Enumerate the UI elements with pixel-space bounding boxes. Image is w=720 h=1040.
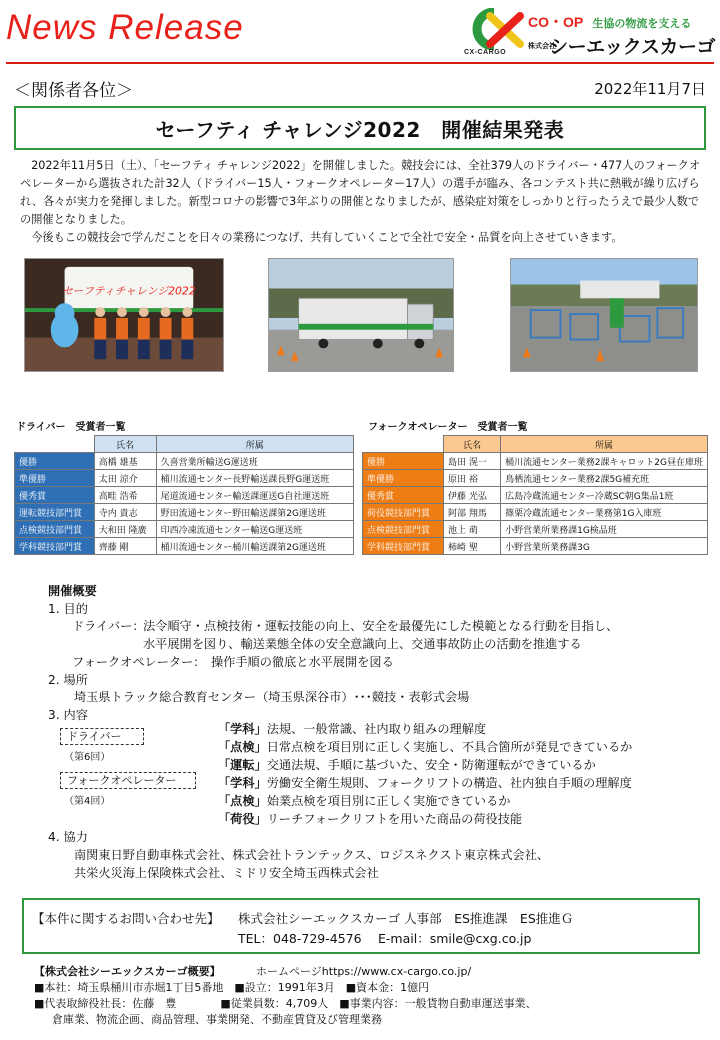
table-row [15, 487, 354, 504]
table-row [363, 504, 708, 521]
org-cell: 小野営業所業務課3G [501, 538, 708, 555]
rank-cell: 運転競技部門賞 [15, 504, 95, 521]
name-cell: 島田 滉一 [444, 453, 501, 470]
table-row [15, 521, 354, 538]
driver-purpose-line-2: 水平展開を図り、輸送業態全体の安全意識向上、交通事故防止の活動を推進する [143, 637, 582, 651]
rank-cell: 準優勝 [15, 470, 95, 487]
fork-awards-table [362, 435, 708, 555]
content-item [218, 738, 632, 756]
name-cell: 池上 萌 [444, 521, 501, 538]
rank-cell: 学科競技部門賞 [15, 538, 95, 555]
name-cell: 太田 涼介 [94, 470, 156, 487]
org-cell: 鳥栖流通センター業務2課5G補充班 [501, 470, 708, 487]
org-cell: 尾道流通センター輸送課運送G自社運送班 [156, 487, 353, 504]
intro-paragraph-2: 今後もこの競技会で学んだことを日々の業務につなげ、共有していくことで全社で安全・品質を向上させていきます。 [31, 231, 623, 244]
intro-text [20, 157, 700, 247]
header-org: 所属 [501, 436, 708, 453]
place-text: 埼玉県トラック総合教育センター（埼玉県深谷市）･･･競技・表彰式会場 [74, 690, 470, 704]
name-cell: 齊藤 剛 [94, 538, 156, 555]
logo-caption: CX-CARGO [464, 49, 507, 56]
rank-cell: 優勝 [363, 453, 444, 470]
contact-label: 【本件に関するお問い合わせ先】 [32, 911, 220, 926]
contact-box [22, 898, 700, 954]
content-key: 「学科」 [218, 776, 267, 790]
org-cell: 広島冷蔵流通センター冷蔵SC朝G集品1班 [501, 487, 708, 504]
table-header-row [15, 436, 354, 453]
rank-cell: 優秀賞 [15, 487, 95, 504]
table-row [15, 453, 354, 470]
org-cell: 篠栗冷蔵流通センター業務第1G入庫班 [501, 504, 708, 521]
news-release-title: News Release [6, 8, 244, 47]
header-org: 所属 [156, 436, 353, 453]
rank-cell: 点検競技部門賞 [363, 521, 444, 538]
cx-logo-icon [464, 8, 524, 50]
org-cell: 印西冷凍流通センター輸送G運送班 [156, 521, 353, 538]
header-blank-cell [363, 436, 444, 453]
fork-purpose-label: フォークオペレーター： [72, 655, 206, 669]
org-cell: 久喜営業所輸送G運送班 [156, 453, 353, 470]
content-value: リーチフォークリフトを用いた商品の荷役技能 [266, 812, 523, 826]
company-logo-name: シーエックスカーゴ [549, 36, 716, 58]
photo-truck-course [268, 258, 454, 372]
section-cooperation: 4. 協力 [48, 830, 88, 844]
page-title: セーフティ チャレンジ2022 開催結果発表 [155, 117, 565, 142]
content-item [218, 810, 522, 828]
content-value: 始業点検を項目別に正しく実施できているか [266, 794, 511, 808]
rank-cell: 優勝 [15, 453, 95, 470]
content-key: 「学科」 [218, 722, 267, 736]
photo-forklift-course [510, 258, 698, 372]
org-cell: 桶川流通センター桶川輸送課第2G運送班 [156, 538, 353, 555]
table-row [15, 470, 354, 487]
driver-category-box: ドライバー [60, 728, 144, 745]
kabushiki-mark: 株式会社 [528, 41, 556, 50]
name-cell: 寺内 貴志 [94, 504, 156, 521]
table-header-row [363, 436, 708, 453]
cooperation-line-1: 南関東日野自動車株式会社、株式会社トランテックス、ロジスネクスト東京株式会社、 [74, 848, 550, 862]
content-item [218, 774, 632, 792]
photo-award-ceremony [24, 258, 224, 372]
rank-cell: 準優勝 [363, 470, 444, 487]
table-row [15, 538, 354, 555]
org-cell: 桶川流通センター長野輸送課長野G運送班 [156, 470, 353, 487]
footer-line-1: ■本社：埼玉県桶川市赤堀1丁目5番地 ■設立：1991年3月 ■資本金：1億円 [34, 981, 430, 994]
section-place: 2. 場所 [48, 673, 88, 687]
coop-logo-text: CO・OP [528, 14, 584, 30]
table-row [363, 453, 708, 470]
name-cell: 高畦 浩希 [94, 487, 156, 504]
driver-table-caption: ドライバー 受賞者一覧 [16, 422, 126, 433]
fork-purpose: 操作手順の徹底と水平展開を図る [211, 655, 394, 669]
cooperation-line-2: 共栄火災海上保険株式会社、ミドリ安全埼玉西株式会社 [74, 866, 379, 880]
org-cell: 野田流通センター野田輸送課第2G運送班 [156, 504, 353, 521]
company-logo [464, 8, 714, 58]
content-value: 日常点検を項目別に正しく実施し、不具合箇所が発見できているか [266, 740, 633, 754]
content-item [218, 792, 511, 810]
name-cell: 大和田 隆廣 [94, 521, 156, 538]
content-key: 「点検」 [218, 794, 267, 808]
rank-cell: 荷役競技部門賞 [363, 504, 444, 521]
section-contents: 3. 内容 [48, 708, 88, 722]
org-cell: 小野営業所業務課1G検品班 [501, 521, 708, 538]
footer-title: 【株式会社シーエックスカーゴ概要】 [34, 965, 221, 978]
footer-homepage[interactable]: ホームページhttps://www.cx-cargo.co.jp/ [256, 965, 472, 978]
content-key: 「運転」 [218, 758, 267, 772]
contact-tel-email: TEL：048-729-4576 E-mail：smile@cxg.co.jp [238, 931, 532, 946]
title-box [14, 106, 706, 150]
name-cell: 阿部 翔馬 [444, 504, 501, 521]
footer-line-3: 倉庫業、物流企画、商品管理、事業開発、不動産賃貸及び管理業務 [52, 1013, 382, 1026]
driver-purpose-line-1: 法令順守・点検技術・運転技能の向上、安全を最優先にした模範となる行動を目指し、 [143, 619, 619, 633]
table-row [363, 470, 708, 487]
table-row [363, 487, 708, 504]
fork-round: （第4回） [64, 796, 111, 807]
name-cell: 柿崎 聖 [444, 538, 501, 555]
intro-paragraph-1: 2022年11月5日（土）、「セーフティ チャレンジ2022」を開催しました。競技会には、全社379人のドライバー・477人のフォークオペレーターから選抜された計32人（ドライバー15人・フォークオペレーター17人）の選手が臨み、各コンテスト共に熱戦が繰り広げられ、各々が実力を発揮しました。新型コロナの影響で3年ぶりの開催となりましたが、感染症対策をしっかりと行ったうえで最少人数での開催となりました。 [20, 159, 701, 226]
content-value: 労働安全衛生規則、フォークリフトの構造、社内独自手順の理解度 [266, 776, 632, 790]
contact-dept: 株式会社シーエックスカーゴ 人事部 ES推進課 ES推進Ｇ [238, 911, 574, 926]
table-row [15, 504, 354, 521]
content-key: 「荷役」 [218, 812, 267, 826]
content-value: 交通法規、手順に基づいた、安全・防衛運転ができているか [266, 758, 596, 772]
content-item [218, 756, 596, 774]
addressee: ＜関係者各位＞ [14, 81, 133, 101]
header-name: 氏名 [94, 436, 156, 453]
driver-awards-table [14, 435, 354, 555]
rank-cell: 点検競技部門賞 [15, 521, 95, 538]
header-name: 氏名 [444, 436, 501, 453]
fork-category-box: フォークオペレーター [60, 772, 196, 789]
table-row [363, 521, 708, 538]
name-cell: 伊藤 光弘 [444, 487, 501, 504]
overview-heading: 開催概要 [48, 584, 97, 598]
table-row [363, 538, 708, 555]
driver-round: （第6回） [64, 752, 111, 763]
rank-cell: 学科競技部門賞 [363, 538, 444, 555]
section-purpose: 1. 目的 [48, 602, 88, 616]
content-value: 法規、一般常識、社内取り組みの理解度 [266, 722, 487, 736]
content-item [218, 720, 486, 738]
footer-line-2: ■代表取締役社長：佐藤 豊 ■従業員数：4,709人 ■事業内容：一般貨物自動車運送事業、 [34, 997, 537, 1010]
org-cell: 桶川流通センター業務2課キャロット2G昼在庫班 [501, 453, 708, 470]
name-cell: 高橋 雄基 [94, 453, 156, 470]
rank-cell: 優秀賞 [363, 487, 444, 504]
header-divider [6, 62, 714, 64]
banner-text: セーフティチャレンジ2022 [62, 284, 196, 298]
name-cell: 原田 裕 [444, 470, 501, 487]
tagline: 生協の物流を支える [592, 17, 692, 30]
driver-purpose-label: ドライバー： [72, 619, 145, 633]
release-date: 2022年11月7日 [594, 80, 706, 98]
fork-table-caption: フォークオペレーター 受賞者一覧 [368, 422, 528, 433]
content-key: 「点検」 [218, 740, 267, 754]
header-blank-cell [15, 436, 95, 453]
